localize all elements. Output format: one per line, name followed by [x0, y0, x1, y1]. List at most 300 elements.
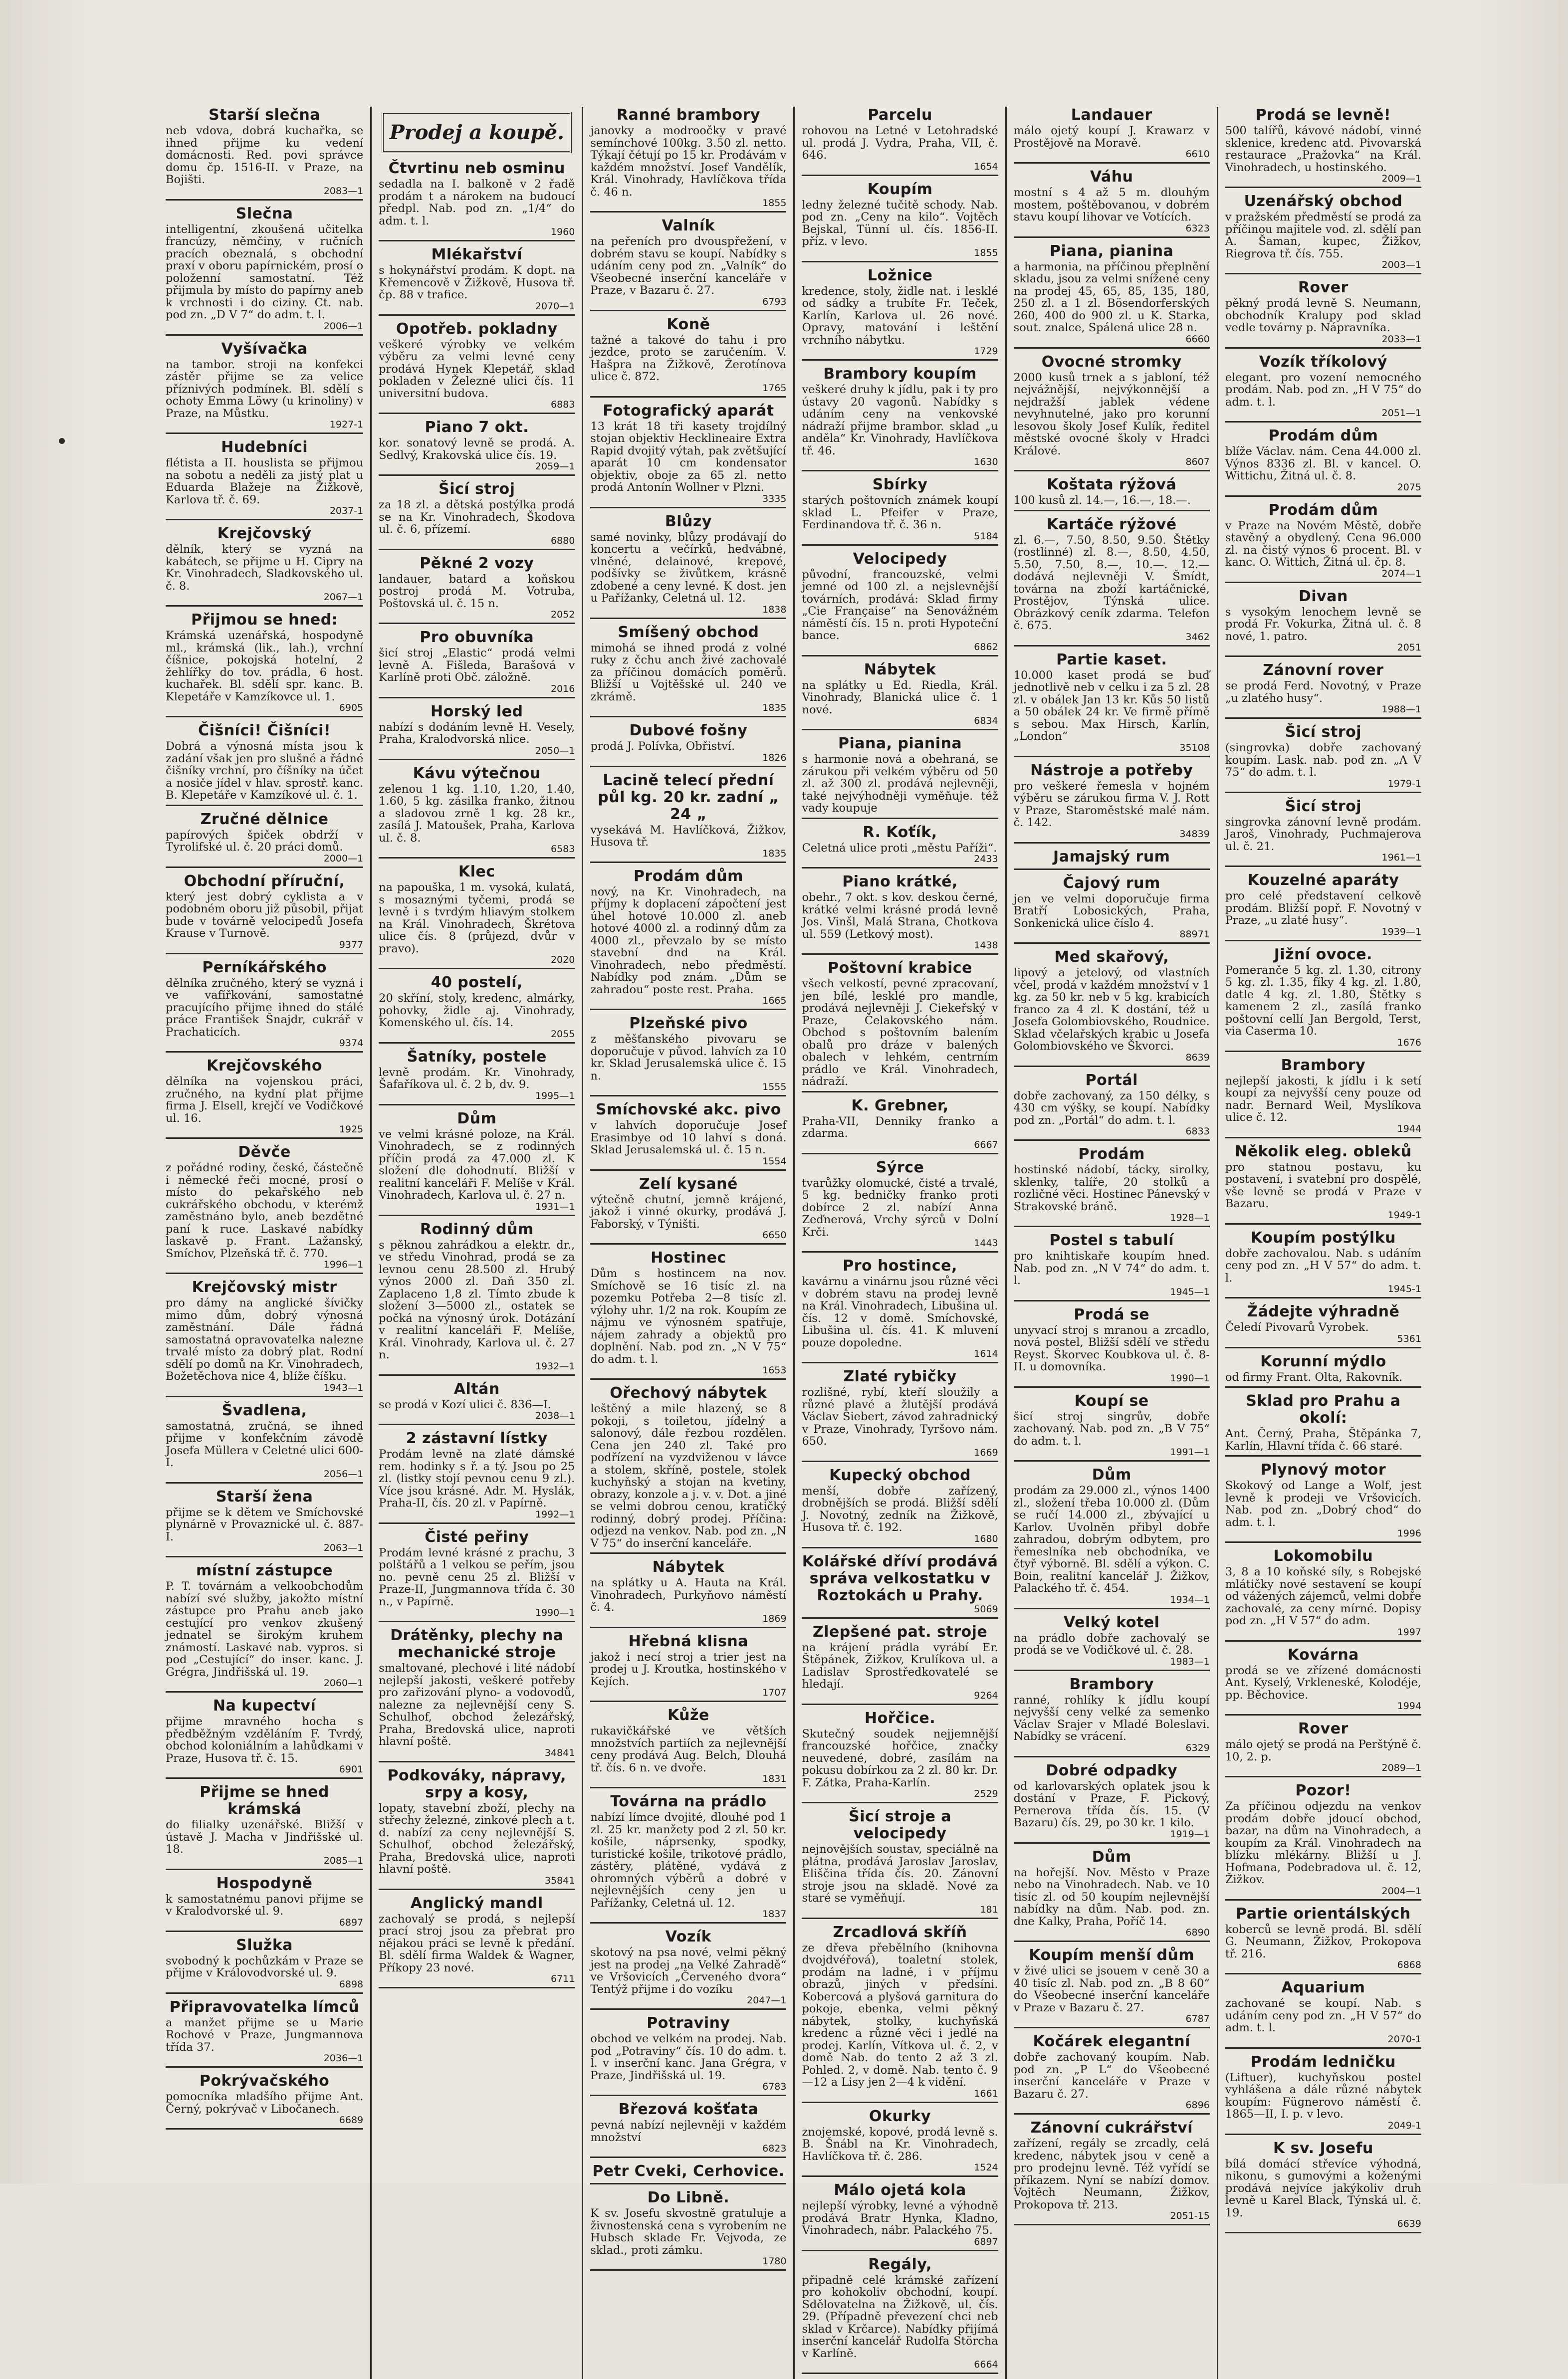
classified-ad [166, 439, 363, 520]
ad-headline: Pro obuvníka [420, 629, 534, 646]
column-6 [1217, 107, 1428, 2379]
ad-number: 2004—1 [1381, 1885, 1421, 1897]
ad-text: původní, francouzské, velmi jemné od 100 zl. a nejslevnější továrních, prodává: Sklad firmy „Cie Française“ na Senovážném náměstí čís. 15 n. proti Hypoteční bance. [802, 568, 998, 642]
ad-number: 34841 [544, 1747, 575, 1758]
classified-ad [166, 1562, 363, 1693]
ad-headline: Dobré odpadky [1046, 1761, 1178, 1779]
ad-headline: Prodám dům [1268, 427, 1378, 444]
classified-ad [379, 481, 575, 550]
classified-ad [802, 476, 998, 546]
ad-headline: Zánovní rover [1263, 661, 1384, 679]
classified-ad [166, 206, 363, 336]
section-title: Prodej a koupě. [382, 112, 572, 153]
ad-text: pro knihtiskaře koupím hned. Nab. pod zn. „N V 74“ do adm. t. l. [1013, 1250, 1210, 1287]
classified-ad [1225, 502, 1421, 583]
ad-number: 1931—1 [535, 1201, 575, 1212]
classified-ad [802, 107, 998, 176]
ad-text: k samostatnému panovi přijme se v Kralodvorské ul. 9. [166, 1892, 364, 1918]
ad-text: Dům s hostincem na nov. Smíchově se 16 tisíc zl. na pozemku Potřeba 2—8 tisíc zl. výlohy uhr. 1/2 na rok. Koupím ze nájmu ve výnosném spatřuje, nájem zahrady a objektů pro doplnění. Nab. pod zn. „N V 75“ do adm. t. l. [590, 1267, 787, 1366]
ad-number: 1855 [762, 198, 787, 209]
ad-headline: Krejčovského [207, 1057, 323, 1075]
ad-number: 9264 [974, 1690, 998, 1701]
classified-ad [379, 1627, 575, 1762]
classified-ad [1014, 651, 1210, 757]
ad-headline: Regály, [868, 2255, 932, 2273]
ad-number: 2067—1 [323, 592, 364, 603]
ad-headline: Koně [667, 315, 710, 333]
ad-text: rohovou na Letné v Letohradské ul. prodá J. Vydra, Praha, VII, č. 646. [802, 124, 998, 162]
ad-number: 1554 [762, 1155, 787, 1167]
ad-text: Pomeranče 5 kg. zl. 1.30, citrony 5 kg. zl. 1.35, fíky 4 kg. zl. 1.80, datle 4 kg. zl. 1.80, Štětky s kamenem 2 zl., zasílá franko poštovní cellí Jan Bergold, Terst, via Caserma 10. [1225, 963, 1421, 1038]
ad-headline: Perníkářského [202, 958, 327, 976]
classified-ad [590, 107, 786, 213]
ad-headline: Připravovatelka límců [169, 1998, 360, 2016]
ad-headline: Prodám dům [1268, 501, 1378, 519]
ad-text: samé novinky, blůzy prodávají do koncertu a večírků, hedvábné, vlněné, delainové, krepové, podšívky se živůtkem, krásně zdobené a ceny levné. K dost. jen u Pařížanky, Celetná ul. 12. [590, 530, 787, 605]
ad-text: Dobrá a výnosná místa jsou k zadání však jen pro slušné a řádné čišníky vrchní, pro číšníky na účet a nosiče jídel v hlav. sprostř. kanc. B. Klepetáře v Kamzíkové ul. č. 1. [166, 740, 364, 802]
classified-ad [590, 1176, 786, 1245]
ad-headline: 2 zástavní lístky [406, 1430, 548, 1447]
ad-text: bílá domácí střevíce výhodná, nikonu, s gumovými a koženými prodává nejvíce jakýkoliv druh levně u Karel Black, Týnská ul. č. 19. [1225, 2157, 1421, 2219]
ad-number: 1443 [974, 1238, 998, 1249]
ad-headline: Prodá se [1074, 1305, 1150, 1323]
ad-headline: Okurky [869, 2107, 931, 2125]
ad-number: 1837 [762, 1909, 787, 1920]
classified-ad [379, 1110, 575, 1216]
ad-text: v Praze na Novém Městě, dobře stavěný a obydlený. Cena 96.000 zl. na čistý výnos 6 procent. Bl. v kanc. O. Wittich, Žitná ul. čp. 8. [1225, 519, 1421, 569]
ad-headline: 40 postelí, [431, 974, 523, 991]
classified-ad [1225, 662, 1421, 719]
column-4 [793, 107, 1005, 2379]
ad-text: dělníka na vojenskou práci, zručného, na kydní plat přijme firma J. Elsell, krejčí ve Vodičkové ul. 16. [166, 1075, 364, 1125]
classified-ad [166, 1058, 363, 1139]
column-2 [370, 107, 582, 2379]
ad-headline: Kočárek elegantní [1033, 2033, 1190, 2050]
ad-number: 35108 [1179, 742, 1210, 753]
classified-ad [379, 1430, 575, 1524]
ad-headline: Krejčovský [217, 525, 312, 542]
classified-ad [1014, 1676, 1210, 1757]
ad-number: 1765 [762, 382, 787, 394]
ad-headline: místní zástupce [196, 1562, 333, 1579]
ad-text: v pražském předměstí se prodá za příčinou majitele vod. zl. sdělí pan A. Šaman, kupec, Žižkov, Riegrova tř. čís. 755. [1225, 211, 1421, 260]
classified-ad [802, 2182, 998, 2251]
ad-text: P. T. továrnám a velkoobchodům nabízí své služby, jakožto místní zástupce pro Prahu aneb jako cestující pro venkov zkušený jednatel se širokým kruhem známostí. Laskavé nab. vypros. si pod „Cestující“ do inser. kanc. J. Grégra, Jindřišská ul. 19. [166, 1580, 364, 1679]
ad-headline: Vozík tříkolový [1259, 353, 1387, 371]
ad-text: ledny železné tučitě schody. Nab. pod zn. „Ceny na kilo“. Vojtěch Bejskal, Tünní ul. čís. 1856-II. příz. v levo. [802, 198, 998, 248]
classified-ad [379, 321, 575, 415]
ad-headline: Do Libně. [647, 2189, 730, 2206]
ad-text: ze dřeva přebělního (knihovna dvojdvéřová), toaletní stolek, prodám na ladné, i v příjmu obrazů, jiných v předsíni. Kobercová a plyšová garnitura do pokoje, ebenka, velmi pěkný nábytek, stolky, kuchyňská kredenc a různé věci i jedlé na prodej. Karlín, Vítkova ul. č. 2, v domě Nab. do tento 2 až 3 zl. Pohled. 2, v domě. Nab. tento č. 9—12 a Lisy jen 2—4 k vidění. [802, 1941, 998, 2089]
ad-number: 6862 [974, 641, 998, 652]
ad-headline: Šatníky, postele [407, 1048, 547, 1066]
classified-ad [802, 960, 998, 1092]
ad-text: jakož i necí stroj a trier jest na prodej u J. Kroutka, hostinského v Kejích. [590, 1650, 787, 1688]
ad-text: zl. 6.—, 7.50, 8.50, 9.50. Štětky (rostlinné) zl. 8.—, 8.50, 4.50, 5.50, 7.50, 8.—, 10.—. 12.— dodává nejlevněji V. Šmídt, továrna na zboží kartáčnické, Prostějov, Týnská ulice. Obrázkový ceník zdarma. Telefon č. 675. [1013, 533, 1210, 632]
page-blemish [59, 438, 65, 444]
classified-ad [802, 735, 998, 819]
ad-text: smaltované, plechové i lité nádobí nejlepší jakosti, veškeré potřeby pro zařizování plyno- a vodovodů, nalezne za nejlevnější ceny S. Schulhof, obchod železářský, Praha, Bredovská ulice, naproti hlavní poště. [379, 1662, 575, 1748]
classified-ad [802, 2108, 998, 2177]
ad-headline: Piana, pianina [838, 735, 962, 752]
ad-text: pro veškeré řemesla v hojném výběru se zárukou firma V. J. Rott v Praze, Staroměstské malé nám. č. 142. [1013, 779, 1210, 829]
classified-ad [166, 959, 363, 1053]
classified-ad [166, 1698, 363, 1779]
ad-text: pro dámy na anglické šívičky mimo dům, dobrý výnosná zaměstnání. Dále řádná samostatná opravovatelka nalezne trvalé místo za dobrý plat. Rodní sdělí po domů na Kr. Vinohradech, Božetěchova nice 4, blíže číšku. [166, 1297, 364, 1383]
ad-number: 8639 [1185, 1052, 1210, 1063]
ad-number: 1780 [762, 2256, 787, 2267]
ad-text: Prodám levně na zlaté dámské rem. hodinky s ř. a tý. Jsou po 25 zl. (listky stojí pevnou cenu 9 zl.). Více jsou krásné. Adr. M. Hyslák, Praha-II, čís. 20 zl. v Papírně. [379, 1448, 575, 1510]
ad-number: 1835 [762, 702, 787, 713]
ad-number: 1855 [974, 247, 998, 258]
ad-headline: Hudebníci [221, 438, 308, 456]
classified-ad [590, 1385, 786, 1554]
ad-number: 2006—1 [323, 320, 364, 332]
classified-ad [590, 1707, 786, 1788]
ad-text: prodá J. Polívka, Obřiství. [590, 740, 735, 753]
ad-number: 2036—1 [323, 2053, 364, 2064]
classified-ad [1014, 849, 1210, 870]
classified-ad [379, 629, 575, 698]
ad-headline: Žádejte výhradně [1247, 1303, 1400, 1320]
classified-ad [1225, 354, 1421, 423]
classified-ad [1014, 1467, 1210, 1609]
ad-headline: Piano 7 okt. [425, 419, 529, 436]
ad-headline: Plynový motor [1260, 1461, 1386, 1479]
ad-number: 2003—1 [1381, 259, 1421, 270]
ad-headline: K. Grebner, [851, 1096, 949, 1114]
ad-number: 2433 [974, 854, 998, 865]
classified-ad [166, 811, 363, 868]
classified-ad [802, 1368, 998, 1462]
ad-text: papírových špiček obdrží v Tyrolifské ul. č. 20 práci domů. [166, 828, 364, 854]
ad-text: do filialky uzenářské. Bližší v ústavě J. Macha v Jindřišské ul. 18. [166, 1818, 364, 1856]
classified-ad [1014, 107, 1210, 164]
ad-headline: Parcelu [868, 106, 932, 124]
ad-number: 1991—1 [1170, 1447, 1210, 1458]
ad-headline: Zručné dělnice [200, 810, 329, 828]
ad-number: 1995—1 [535, 1090, 575, 1101]
ad-headline: Březová košťata [618, 2101, 759, 2118]
ad-text: pro celé představení celkově prodám. Bližší popř. F. Novotný v Praze, „u zlaté husy“. [1225, 889, 1421, 927]
ad-text: svobodný k pochůzkám v Praze se přijme v Královodvorské ul. 9. [166, 1954, 364, 1979]
ad-number: 8607 [1185, 456, 1210, 467]
ad-text: Skutečný soudek nejjemnější francouzské hořčice, značky neuvedené, dobré, zasílám na pokusu dobírkou za 2 zl. 80 kr. Dr. F. Zátka, Praha-Karlín. [802, 1727, 998, 1789]
classified-ad [1014, 1614, 1210, 1671]
ad-text: menší, dobře zařízený, drobnějších se prodá. Bližší sdělí J. Novotný, zedník na Žižkově, Husova tř. č. 192. [802, 1484, 998, 1534]
ad-headline: Švadlena, [222, 1401, 307, 1419]
ad-number: 9374 [339, 1038, 364, 1049]
classified-ad [590, 1559, 786, 1628]
ad-headline: Dům [1092, 1466, 1131, 1484]
ad-text: 13 krát 18 tři kasety trojdílný stojan objektiv Hecklineaire Extra Rapid dvojitý výtah, pak zvětšující aparát 10 cm kondensator objektiv, oboje za 65 zl. netto prodá Antonín Wollner v Plzni. [590, 420, 787, 494]
ad-text: a manžet přijme se u Marie Rochové v Praze, Jungmannova třída 37. [166, 2016, 364, 2054]
classified-ad [166, 1937, 363, 1994]
classified-ad [802, 1808, 998, 1919]
ad-headline: Hostinec [651, 1249, 726, 1267]
classified-ad [1225, 946, 1421, 1052]
classified-ad [802, 1159, 998, 1253]
ad-number: 6323 [1185, 222, 1210, 234]
classified-ad [379, 160, 575, 241]
classified-ad [1225, 1057, 1421, 1138]
ad-text: pěkný prodá levně S. Neumann, obchodník Kralupy pod sklad vedle továrny p. Nápravníka. [1225, 297, 1421, 334]
ad-headline: Čajový rum [1063, 874, 1160, 892]
ad-number: 3335 [762, 493, 787, 504]
ad-number: 5361 [1397, 1333, 1421, 1344]
ad-text: obchod ve velkém na prodej. Nab. pod „Potraviny“ čís. 10 do adm. t. l. v inserční kanc. Jana Grégra, v Praze, Jindřišská ul. 19. [590, 2032, 787, 2082]
ad-headline: Koupí se [1074, 1392, 1149, 1410]
ad-headline: Starší slečna [209, 106, 321, 124]
classified-ad [590, 624, 786, 718]
ad-number: 6329 [1185, 1742, 1210, 1753]
ad-text: z pořádné rodiny, české, částečně i německé řeči mocné, prosí o místo do pekařského neb cukrářského obchodu, v kterémž zaměstnáno bylo, aneb bezdětné paní k ruce. Laskavé nabídky laskavě p. Frant. Lažanský, Smíchov, Plzeňská tř. č. 770. [166, 1161, 364, 1260]
ad-number: 1961—1 [1381, 852, 1421, 863]
classified-ad [590, 1793, 786, 1924]
ad-headline: Ovocné stromky [1041, 353, 1182, 371]
ad-number: 6897 [974, 2236, 998, 2247]
ad-number: 2051 [1397, 642, 1421, 653]
classified-ad [166, 612, 363, 717]
ad-number: 1945-1 [1387, 1284, 1421, 1295]
ad-text: všech velkostí, pevné zpracovaní, jen bílé, lesklé pro mandle, prodává nejlevněji J. Ciekeřský v Praze, Čelakovského nám. Obchod s poštovním balením obalů pro dráze v balených obalech v lehkém, centrním prádlo ve Král. Vinohradech, nádraží. [802, 977, 998, 1088]
classified-ad [590, 772, 786, 863]
ad-headline: Šicí stroj [1285, 797, 1362, 815]
ad-number: 1960 [550, 226, 575, 237]
ad-text: 500 talířů, kávové nádobí, vinné sklenice, kredenc atd. Pivovarská restaurace „Pražovka“ na Král. Vinohradech, u hostinského. [1225, 124, 1421, 174]
ad-number: 88971 [1179, 929, 1210, 940]
ad-headline: Lacině telecí přední půl kg. 20 kr. zadní „ 24 „ [598, 771, 779, 823]
ad-number: 1988—1 [1381, 704, 1421, 715]
ad-headline: Velocipedy [853, 550, 947, 568]
ad-headline: Starší žena [216, 1488, 313, 1506]
classified-ad [802, 1467, 998, 1548]
ad-headline: Kůže [667, 1707, 709, 1724]
ad-headline: Kupecký obchod [829, 1466, 971, 1484]
classified-ad [1225, 798, 1421, 867]
ad-text: málo ojetý se prodá na Perštýně č. 10, 2. p. [1225, 1738, 1421, 1763]
ad-number: 6905 [339, 702, 364, 713]
classified-ad [166, 1999, 363, 2068]
ad-headline: Hřebná klisna [628, 1632, 749, 1650]
ad-text: nejlepší výrobky, levné a výhodně prodává Bratr Hynka, Kladno, Vinohradech, nábr. Palackého 75. [802, 2199, 998, 2237]
classified-ad [166, 1784, 363, 1870]
ad-number: 2056—1 [323, 1468, 364, 1480]
classified-ad [590, 1929, 786, 2010]
ad-text: zachovalý se prodá, s nejlepší prací stroj jsou za přebrat pro nějakou práci se levně k předání. Bl. sdělí firma Waldek & Wagner, Příkopy 23 nové. [379, 1912, 575, 1974]
ad-number: 1927-1 [329, 419, 364, 430]
ad-headline: Prodám ledničku [1250, 2053, 1396, 2071]
ad-headline: Prodám [1078, 1145, 1145, 1163]
ad-text: skotový na psa nové, velmi pěkný jest na prodej „na Velké Zahradě“ ve Vršovicích „Červeného dvora“ Tentýž přijme i do vozíku [590, 1946, 787, 1996]
ad-headline: Smíšený obchod [618, 623, 759, 641]
ad-number: 6883 [550, 399, 575, 410]
classified-ad [1014, 875, 1210, 944]
ad-headline: Slečna [235, 205, 293, 222]
ad-number: 1669 [974, 1447, 998, 1458]
ad-text: dělník, který se vyzná na kabátech, se přijme u H. Cipry na Kr. Vinohradech, Sladkovského ul. č. 8. [166, 543, 364, 593]
classified-ad [1014, 354, 1210, 472]
classified-ad [1014, 2033, 1210, 2115]
ad-number: 2529 [974, 1788, 998, 1799]
ad-text: pevná nabízí nejlevněji v každém množství [590, 2119, 787, 2144]
ad-number: 1945—1 [1170, 1286, 1210, 1298]
ad-headline: Prodá se levně! [1255, 106, 1391, 124]
ad-headline: Kolářské dříví prodává správa velkostatku v Roztokách u Prahy. [802, 1552, 998, 1604]
ad-headline: Hospodyně [216, 1874, 313, 1892]
ad-number: 6896 [1185, 2100, 1210, 2111]
ad-headline: Koupím postýlku [1250, 1229, 1396, 1247]
ad-number: 6660 [1185, 333, 1210, 345]
ad-headline: Ložnice [867, 266, 933, 284]
ad-number: 1707 [762, 1687, 787, 1698]
classified-ad [166, 873, 363, 954]
ad-number: 2055 [550, 1028, 575, 1040]
ad-number: 1932—1 [535, 1360, 575, 1372]
ad-text: 3, 8 a 10 koňské síly, s Robejské mlátičky nové sestavení se koupí od vážených zájemců, velmi dobře zachovalé, za ceny mírné. Dopisy pod zn. „H V 57“ do adm. [1225, 1565, 1421, 1627]
classified-ad [1225, 2140, 1421, 2234]
ad-number: 1661 [974, 2088, 998, 2099]
ad-headline: Koštata rýžová [1047, 476, 1177, 493]
classified-ad [1014, 1306, 1210, 1388]
classified-ad [1014, 1393, 1210, 1462]
ad-headline: Zlepšené pat. stroje [812, 1623, 988, 1641]
classified-ad [1225, 1906, 1421, 1975]
classified-ad [1225, 1782, 1421, 1901]
classified-ad [379, 1767, 575, 1890]
ad-number: 6783 [762, 2081, 787, 2092]
classified-ad [1225, 1721, 1421, 1777]
ad-headline: Rover [1298, 279, 1348, 296]
ad-headline: Drátěnky, plechy na mechanické stroje [390, 1627, 564, 1661]
ad-headline: Pokrývačského [199, 2072, 330, 2090]
ad-number: 1826 [762, 752, 787, 763]
ad-text: šicí stroj singrův, dobře zachovaný. Nab. pod zn. „B V 75“ do adm. t. l. [1013, 1410, 1210, 1448]
classified-ad [590, 316, 786, 398]
ad-text: unyvací stroj s mranou a zrcadlo, nová postel, Bližší sdělí ve středu Reyst. Škorvec Koubkova ul. č. 8-II. u domovníka. [1013, 1323, 1210, 1373]
classified-ad [1014, 243, 1210, 349]
ad-text: veškeré výrobky ve velkém výběru za velmi levné ceny prodává Hynek Klepetář, sklad pokladen v Železné ulici čís. 11 universitní budova. [379, 338, 575, 400]
classified-ad [1225, 2054, 1421, 2135]
ad-headline: Lokomobilu [1273, 1547, 1373, 1565]
ad-headline: Dubové fošny [629, 722, 748, 739]
ad-headline: Kartáče rýžové [1046, 515, 1177, 533]
classified-ad [1225, 588, 1421, 657]
ad-text: lopaty, stavební zboží, plechy na střechy železné, zinkové plech a t. d. nabízí za ceny nejlevnější S. Schulhof, obchod železářský, Praha, Bredovská ulice, naproti hlavní poště. [379, 1801, 575, 1876]
ad-text: na prádlo dobře zachovalý se prodá se ve Vodičkové ul. č. 28. [1013, 1631, 1210, 1657]
classified-ad [379, 1381, 575, 1426]
ad-number: 1831 [762, 1773, 787, 1784]
ad-text: na splátky u A. Hauta na Král. Vinohradech, Purkyňovo náměstí č. 4. [590, 1576, 787, 1614]
ad-headline: Brambory koupím [823, 365, 977, 383]
ad-number: 2049-1 [1387, 2120, 1421, 2131]
ad-headline: Mlékařství [431, 246, 522, 263]
ad-text: málo ojetý koupí J. Krawarz v Prostějově na Moravě. [1013, 124, 1210, 150]
ad-number: 1835 [762, 848, 787, 859]
ad-number: 2047—1 [747, 1995, 787, 2006]
ad-headline: Šicí stroj [1285, 723, 1362, 741]
classified-ad [1225, 1303, 1421, 1348]
ad-number: 1997 [1397, 1626, 1421, 1638]
ad-headline: Pozor! [1295, 1782, 1351, 1799]
ad-text: janovky a modroočky v pravé semínchové 100kg. 3.50 zl. netto. Týkají čétují po 15 kr. Prodávám v každém množství. Josef Vandělík, Král. Vinohrady, Havlíčkova třída č. 46 n. [590, 124, 787, 199]
classified-ad [590, 1250, 786, 1380]
ad-headline: Obchodní příruční, [184, 872, 345, 890]
ad-text: rukavičkářské ve větších množstvích partiích za nejlevnější ceny prodává Aug. Belch, Dlouhá tř. čís. 6 n. ve dvoře. [590, 1725, 787, 1774]
ad-headline: Valník [662, 217, 715, 234]
ad-text: se prodá v Kozí ulici č. 836—I. [379, 1398, 551, 1411]
classified-ad [802, 181, 998, 262]
classified-ad [1225, 279, 1421, 349]
ad-number: 34839 [1179, 828, 1210, 840]
column-1 [159, 107, 370, 2379]
ad-text: kredence, stoly, židle nat. i lesklé od sádky a trubíte Fr. Teček, Karlín, Karlova ul. 26 nové. Opravy, matování i leštění vrchního nábytku. [802, 284, 998, 347]
ad-headline: Anglický mandl [410, 1894, 543, 1912]
ad-headline: Piana, pianina [1050, 242, 1174, 260]
ad-text: zachované se koupí. Nab. s udáním ceny pod zn. „H V 57“ do adm. t. l. [1225, 1997, 1421, 2034]
classified-ad [166, 1402, 363, 1484]
classified-ad [1225, 1230, 1421, 1299]
ad-number: 2085—1 [323, 1855, 364, 1866]
ad-number: 1994 [1397, 1701, 1421, 1712]
ad-number: 1654 [974, 161, 998, 172]
ad-headline: Šicí stroje a velocipedy [849, 1808, 951, 1842]
ad-number: 1680 [974, 1533, 998, 1544]
ad-text: nejnovějších soustav, speciálně na plátna, prodává Jaroslav Jaroslav, Eliščina třída čís. 20. Zánovní stroje jsou na skladě. Nové za staré se vyměňují. [802, 1843, 998, 1905]
classified-ad [802, 267, 998, 361]
ad-number: 1990—1 [1170, 1372, 1210, 1384]
classified-ad [1225, 1548, 1421, 1642]
ad-number: 6583 [550, 844, 575, 855]
ad-headline: Podkováky, nápravy, srpy a kosy, [387, 1766, 566, 1801]
ad-text: mimohá se ihned prodá z volné ruky z čchu anch živé zachovalé za příčinou domácích poměrů. Bližší u Vojtěšské ul. 240 ve zkrámě. [590, 641, 787, 703]
ad-headline: Horský led [431, 702, 523, 720]
classified-ad [1225, 107, 1421, 188]
ad-number: 1869 [762, 1613, 787, 1624]
ad-text: dobře zachovaný koupím. Nab. pod zn. „P L“ do Všeobecné inserční kanceláře v Praze v Bazaru č. 27. [1013, 2051, 1210, 2101]
ad-text: na peřeních pro dvouspřežení, v dobrém stavu se koupí. Nabídky s udáním ceny pod zn. „Valník“ do Všeobecné inserční kanceláře v Praze, v Bazaru č. 27. [590, 235, 787, 297]
classified-ad [379, 1895, 575, 1989]
ad-number: 6868 [1397, 1959, 1421, 1970]
ad-number: 1919—1 [1170, 1828, 1210, 1840]
classified-ad [590, 217, 786, 311]
ad-text: zelenou 1 kg. 1.10, 1.20, 1.40, 1.60, 5 kg. zásilka franko, žitnou a sladovou zrně 1 kg. 28 kr., zasílá J. Matoušek, Praha, Karlova ul. č. 8. [379, 782, 575, 845]
classified-ad [802, 1924, 998, 2103]
classified-ad [379, 1529, 575, 1623]
ad-text: landauer, batard a koňskou postroj prodá M. Votruba, Poštovská ul. č. 15 n. [379, 572, 575, 610]
classified-ad [1014, 169, 1210, 238]
classified-ad [379, 419, 575, 476]
ad-headline: Landauer [1071, 106, 1152, 124]
ad-text: nový, na Kr. Vinohradech, na příjmy k doplacení zápočtení jest úhel hotové 10.000 zl. aneb hotové 4000 zl. a rodinný dům za 4000 zl., převzalo by se místo stavební dnd na Král. Vinohradech, nebo předměstí. Nabídky pod znám. „Dům se zahradou“ poste rest. Praha. [590, 885, 787, 996]
ad-number: 2052 [550, 609, 575, 620]
ad-number: 2070-1 [1387, 2033, 1421, 2045]
ad-number: 5184 [974, 530, 998, 542]
ad-headline: Rover [1298, 1720, 1348, 1737]
ad-number: 1665 [762, 995, 787, 1006]
classified-ad [590, 722, 786, 767]
ad-number: 2000—1 [323, 853, 364, 864]
classified-ad [1225, 428, 1421, 497]
ad-number: 1555 [762, 1081, 787, 1092]
classified-ad [1014, 1762, 1210, 1844]
ad-text: neb vdova, dobrá kuchařka, se ihned přijme ku vedení domácnosti. Red. povi správce domu čp. 1516-II. v Praze, na Bojišti. [166, 124, 364, 186]
classified-ad [166, 1489, 363, 1558]
ad-number: 6833 [1185, 1126, 1210, 1137]
ad-text: Čeledí Pivovarů Vyrobek. [1225, 1321, 1369, 1334]
ad-number: 1928—1 [1170, 1212, 1210, 1223]
ad-text: na papouška, 1 m. vysoká, kulatá, s mosaznými tyčemi, prodá se levně i s tvrdým hliavým stolkem na Král. Vinohradech, Škrétova ulice čís. 8 (průjezd, dvůr v pravo). [379, 881, 575, 955]
